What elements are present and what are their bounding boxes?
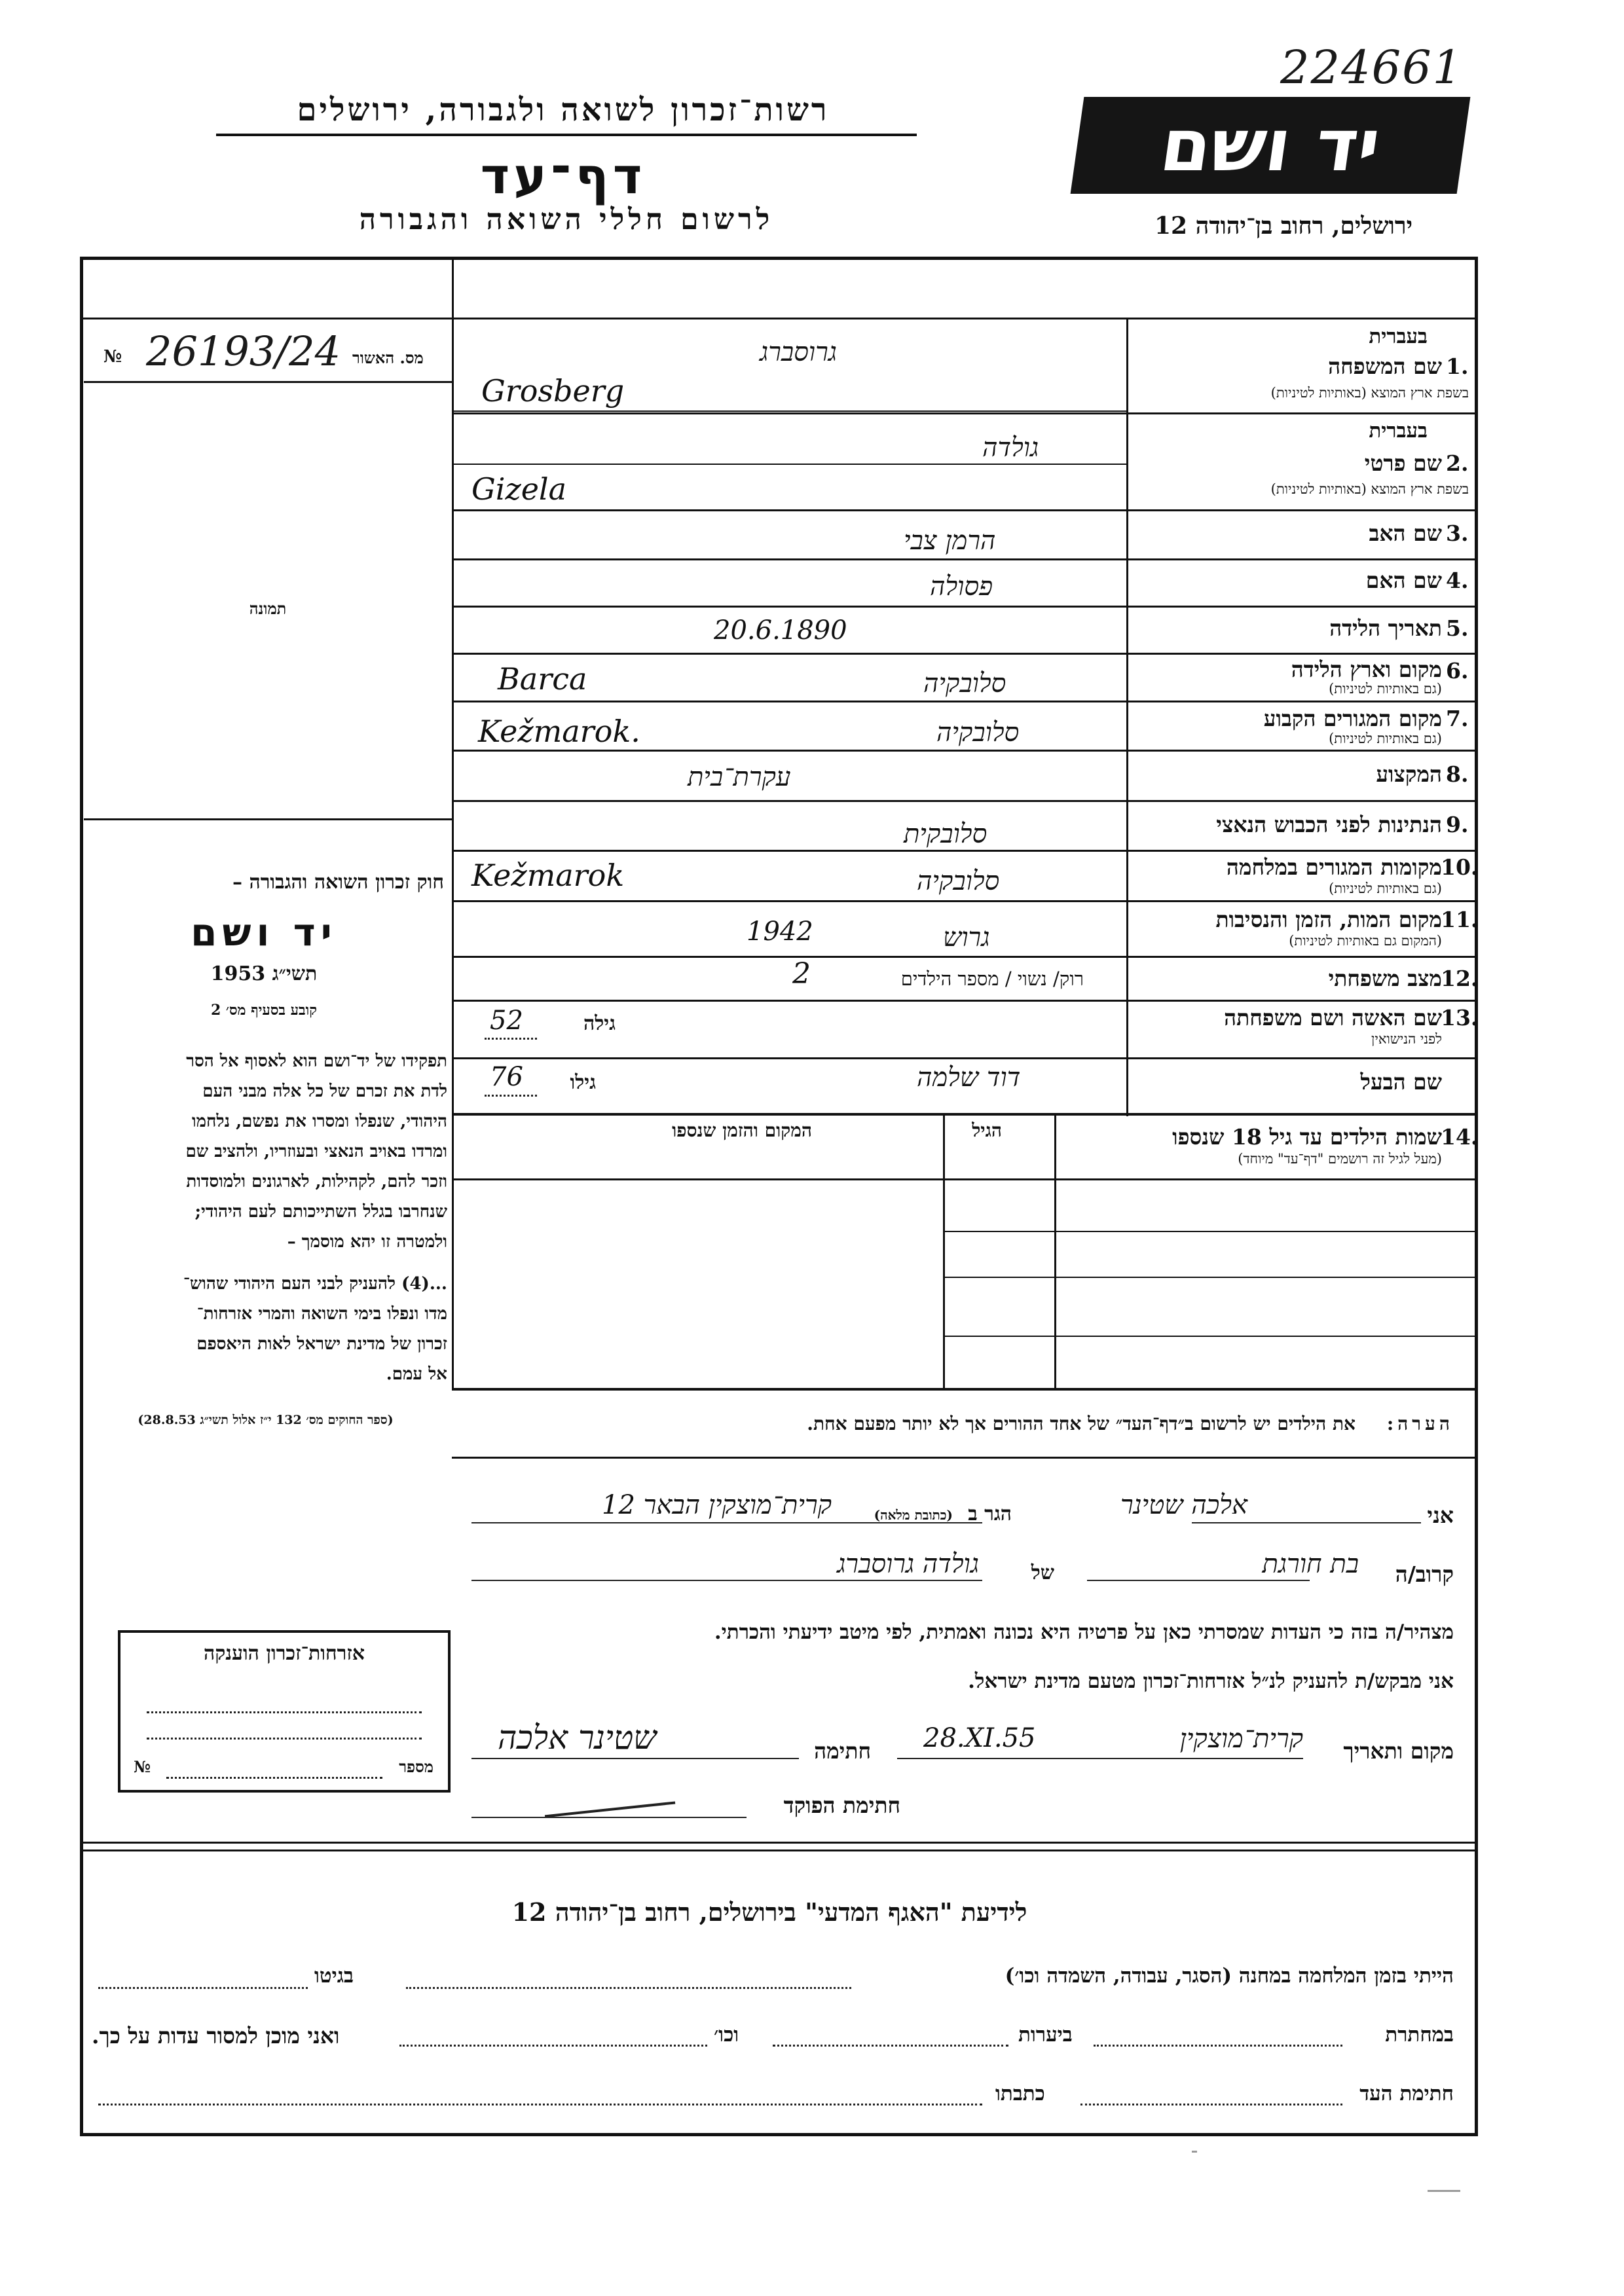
field-5-number: 5. [1446,615,1469,641]
footer-line2-b: ביערות [1018,2023,1073,2047]
law-title: חוק זכרון השואה והגבורה – [232,871,444,894]
field-9-number: 9. [1446,812,1469,837]
field-1-number: 1. [1446,354,1469,379]
field-husband-label: שם הבעל [1360,1069,1442,1095]
row-line [452,1000,1477,1002]
approval-number-value: 26193/24 [146,327,341,375]
left-column-divider [452,257,454,1389]
row-line [452,800,1477,802]
field-3-value: הרמן צבי [904,526,996,556]
memorial-box-number-symbol: № [134,1757,151,1776]
approval-underline [84,381,452,383]
field-10-number: 10. [1441,854,1479,880]
row-line [452,509,1477,511]
memorial-citizenship-box [118,1630,451,1793]
memorial-box-dots [147,1738,422,1740]
field-1-hebrew-value: גרוסברג [760,337,837,367]
field-13-age-dots [485,1038,537,1040]
field-13-age-value: 52 [490,1006,523,1036]
field-12-number: 12. [1441,966,1479,991]
field-1-label: שם המשפחה [1328,354,1442,379]
children-col-place: המקום והזמן שנספו [672,1120,812,1141]
field-2-number: 2. [1446,450,1469,476]
field-9-label: הנתינות לפני הכבוש הנאצי [1216,812,1442,837]
children-row-line [943,1336,1477,1337]
frame-right [1475,257,1478,2136]
row-line [452,558,1477,560]
row-line [452,606,1477,608]
law-clause: קובע בסעיף מס׳ 2 [210,1002,318,1019]
field-4-label: שם האם [1365,568,1442,593]
field-6-latin-value: Barca [498,661,587,697]
footer-line3-a: חתימת העד [1359,2082,1454,2105]
field-6-number: 6. [1446,658,1469,683]
field-13-label: שם האשה ושם משפחתה [1224,1005,1442,1030]
decl-place-date-label: מקום ותאריך [1343,1738,1454,1764]
row-line [452,900,1477,902]
form-subtitle: לרשום חללי השואה והגבורה [359,203,774,236]
law-text-line: היהודי, שנפלו ומסרו את נפשם, נלחמו [191,1112,447,1131]
decl-signature: שטינר אלכה [498,1719,657,1757]
number-symbol: № [103,347,122,367]
field-husband-age-dots [485,1095,537,1097]
footer-line2-end: ואני מוכן למסור עדות על כך. [92,2023,340,2049]
row-line [452,1057,1477,1059]
field-13-sub: לפני הנישואין [1371,1031,1442,1047]
footer-separator [80,1842,1478,1844]
law-text [84,1046,447,1389]
children-row-line [452,1388,1477,1391]
children-row-line [452,1178,1477,1180]
decl-ani: אני [1427,1503,1454,1528]
field-2-sub: בשפת ארץ המוצא (באותיות לטיניות) [1270,481,1469,497]
decl-request: אני מבקש/ת להעניק לנ״ל אזרחות־זכרון מטעם מדינת ישראל. [968,1669,1454,1693]
footer-line1-end: בגיטו [314,1964,354,1988]
note-bottom-line [452,1457,1477,1459]
field-3-number: 3. [1446,520,1469,546]
field-10-value: סלובקיה [917,866,1000,896]
row-line [452,653,1477,655]
field-7-value: סלובקיה [936,718,1020,748]
form-title: דף־עד [480,147,646,205]
row-line [452,956,1477,958]
law-text-line: ומרדו באויב הנאצי ובעוזריו, ולהציב שם [185,1142,447,1161]
footer-line1-end-dots [98,1987,308,1989]
memorial-box-number-dots [166,1777,382,1779]
field-2-hebrew-tag: בעברית [1369,419,1428,443]
memorial-box-dots [147,1711,422,1713]
field-husband-age-label: גילו [570,1071,596,1094]
law-text-line: אל עמם. [386,1364,447,1384]
footer-line1-label: הייתי בזמן המלחמה במחנה (הסגר, עבודה, השמדה וכו׳) [1005,1964,1454,1988]
decl-place-date-line [897,1758,1303,1759]
law-text-line: ...(4) להעניק לבני העם היהודי שהוש־ [183,1274,447,1294]
photo-label: תמונה [249,599,287,618]
field-husband-value: דוד שלמה [917,1063,1021,1093]
reference-number: 224661 [1280,41,1464,94]
field-7-sub: (גם באותיות לטיניות) [1329,731,1442,746]
top-band-line [80,318,1478,319]
field-11-value: גרוש [943,922,990,953]
law-year: תשי״ג 1953 [210,962,318,985]
children-col-divider [943,1113,945,1388]
field-4-number: 4. [1446,568,1469,593]
decl-date: 28.XI.55 [923,1723,1036,1753]
footer-line2-b-dots [773,2045,1008,2047]
footer-line2-c-dots [399,2045,707,2047]
field-10-latin-value: Kežmarok [471,858,625,893]
footer-line3-b-dots [98,2104,982,2105]
decl-officer-line [471,1817,747,1818]
authority-underline [216,134,917,136]
footer-line2-a-dots [1094,2045,1342,2047]
row-line [452,412,1477,414]
decl-relative-label: קרוב/ה [1395,1561,1454,1587]
field-10-label: מקומות המגורים במלחמה [1226,854,1442,880]
law-text-line: וזכר להם, לקהילות, לארגונים ולמוסדות [186,1172,447,1192]
decl-relation-line [1087,1580,1310,1581]
law-text-line: ולמטרה זו יהא מוסמך – [287,1232,447,1252]
field-9-value: סלובקית [904,819,987,849]
field-13-age-label: גילה [583,1012,616,1035]
field-2-hebrew-value: גולדה [982,433,1039,463]
decl-statement: מצהיר/ה בזה כי העדות שמסרתי כאן על פרטיה היא נכונה ואמתית, לפי מיטב ידיעתי והכרתי. [714,1620,1454,1644]
decl-name: אלכה שטינר [1120,1490,1247,1520]
frame-bottom [80,2133,1478,2136]
field-2-latin-value: Gizela [471,471,567,507]
footer-line2-c: וכו׳ [714,2023,739,2047]
children-row-line [943,1231,1477,1232]
approval-number-label [84,327,451,380]
field-12-label: מצב משפחתי [1328,966,1442,991]
field-husband-age-value: 76 [490,1062,523,1092]
row-line [452,750,1477,752]
field-8-value: עקרת־בית [688,762,791,792]
field-8-number: 8. [1446,761,1469,787]
decl-gar-b: הגר ב [968,1503,1012,1525]
field-7-label: מקום המגורים הקבוע [1263,706,1442,731]
scan-mark [1428,2190,1460,2192]
field-11-year: 1942 [747,917,813,947]
field-11-sub: (המקום גם באותיות לטיניות) [1289,933,1442,949]
label-column-divider [1126,318,1128,1116]
field-8-label: המקצוע [1376,761,1442,787]
row-line [452,1113,1477,1116]
row-line [452,701,1477,702]
field-1-hebrew-tag: בעברית [1369,325,1428,348]
law-text-line: תפקידו של יד־ושם הוא לאסוף אל הסר [186,1051,447,1071]
children-row-line [943,1277,1477,1278]
decl-name-line [1192,1522,1421,1523]
decl-of-label: של [1031,1561,1054,1584]
decl-signature-line [471,1758,799,1759]
field-6-sub: (גם באותיות לטיניות) [1329,681,1442,697]
yad-vashem-logo [1071,97,1471,194]
law-text-line: שנחרבו בגלל השתייכותם לעם היהודי; [194,1202,447,1222]
decl-signature-label: חתימה [814,1738,871,1764]
footer-line2-a: במחתרת [1385,2023,1454,2047]
decl-of-name-line [471,1580,982,1581]
officer-signature-mark [543,1782,675,1818]
field-4-value: פסולה [930,572,993,602]
approval-number-caption: מס. האשור [352,348,424,367]
field-2-label: שם פרטי [1364,450,1442,476]
footer-title: לידיעת "האגף המדעי" בירושלים, רחוב בן־יהודה 12 [511,1897,1027,1927]
memorial-box-number-label: מספר [399,1757,434,1776]
field-13-number: 13. [1441,1005,1479,1030]
children-sub: (מעל לגיל זה רושמים "דף־עד" מיוחד) [1238,1151,1442,1167]
decl-address: קרית־מוצקין הבאר 12 [602,1490,832,1520]
footer-line3-a-dots [1080,2104,1342,2105]
note-text: את הילדים יש לרשום ב״דף־העד״ של אחד ההורים אך לא יותר מפעם אחת. [807,1413,1356,1434]
note-label: הערה: [1386,1413,1454,1434]
field-11-label: מקום המות, הזמן והנסיבות [1215,907,1442,932]
decl-place-date: קרית־מוצקין [1179,1724,1303,1754]
frame-left [80,257,83,2136]
field-7-number: 7. [1446,706,1469,731]
field-7-latin-value: Kežmarok. [478,714,640,749]
field-6-value: סלובקיה [923,668,1006,699]
field-10-sub: (גם באותיות לטיניות) [1329,881,1442,896]
law-name: יד ושם [191,910,337,955]
decl-relation: בת חורגת [1262,1549,1359,1579]
logo-text: יד ושם [1155,103,1386,187]
field-1-latin-value: Grosberg [481,373,625,409]
field-12-children-count: 2 [792,957,811,991]
law-text-line: לדת את זכרם של כל אלה מבני העם [202,1082,447,1101]
row-line [452,410,1126,412]
field-1-sub: בשפת ארץ המוצא (באותיות לטיניות) [1270,385,1469,401]
law-source: (ספר החוקים מס׳ 132 י״ז אלול תשי״ג 28.8.53) [138,1413,394,1427]
field-11-number: 11. [1441,907,1479,932]
field-5-label: תאריך הלידה [1329,615,1442,641]
children-col-age: הגיל [972,1120,1002,1141]
law-text-line: מדו ונפלו בימי השואה והמרי אזרחות־ [196,1304,447,1324]
children-number: 14. [1441,1124,1479,1150]
field-3-label: שם האב [1369,520,1442,546]
scan-mark [1192,2151,1197,2153]
field-12-status-text: רוק/ נשוי / מספר הילדים [900,968,1084,990]
frame-top [80,257,1478,260]
children-col-divider [1054,1113,1056,1388]
address: ירושלים, רחוב בן־יהודה 12 [1154,212,1413,240]
decl-of-name: גולדה גרוסברג [837,1549,979,1579]
law-text-line: זכרון של מדינת ישראל לאות היאספם [196,1334,447,1354]
authority-title: רשות־זכרון לשואה ולגבורה, ירושלים [297,92,830,128]
decl-address-line [471,1522,982,1523]
row-line [452,850,1477,852]
footer-line1-dots [406,1987,851,1989]
photo-box-bottom [84,818,452,820]
decl-officer-label: חתימת הפוקד [783,1793,900,1818]
memorial-box-title: אזרחות־זכרון הוענקה [203,1642,365,1665]
field-5-value: 20.6.1890 [714,615,847,646]
footer-line3-b: כתבתו [995,2082,1045,2105]
decl-addr-note: (כתובת מלאה) [874,1507,953,1523]
children-label: שמות הילדים עד גיל 18 שנספו [1172,1124,1442,1150]
field-6-label: מקום וארץ הלידה [1291,657,1442,682]
row-line [452,464,1126,465]
footer-separator [80,1850,1478,1851]
